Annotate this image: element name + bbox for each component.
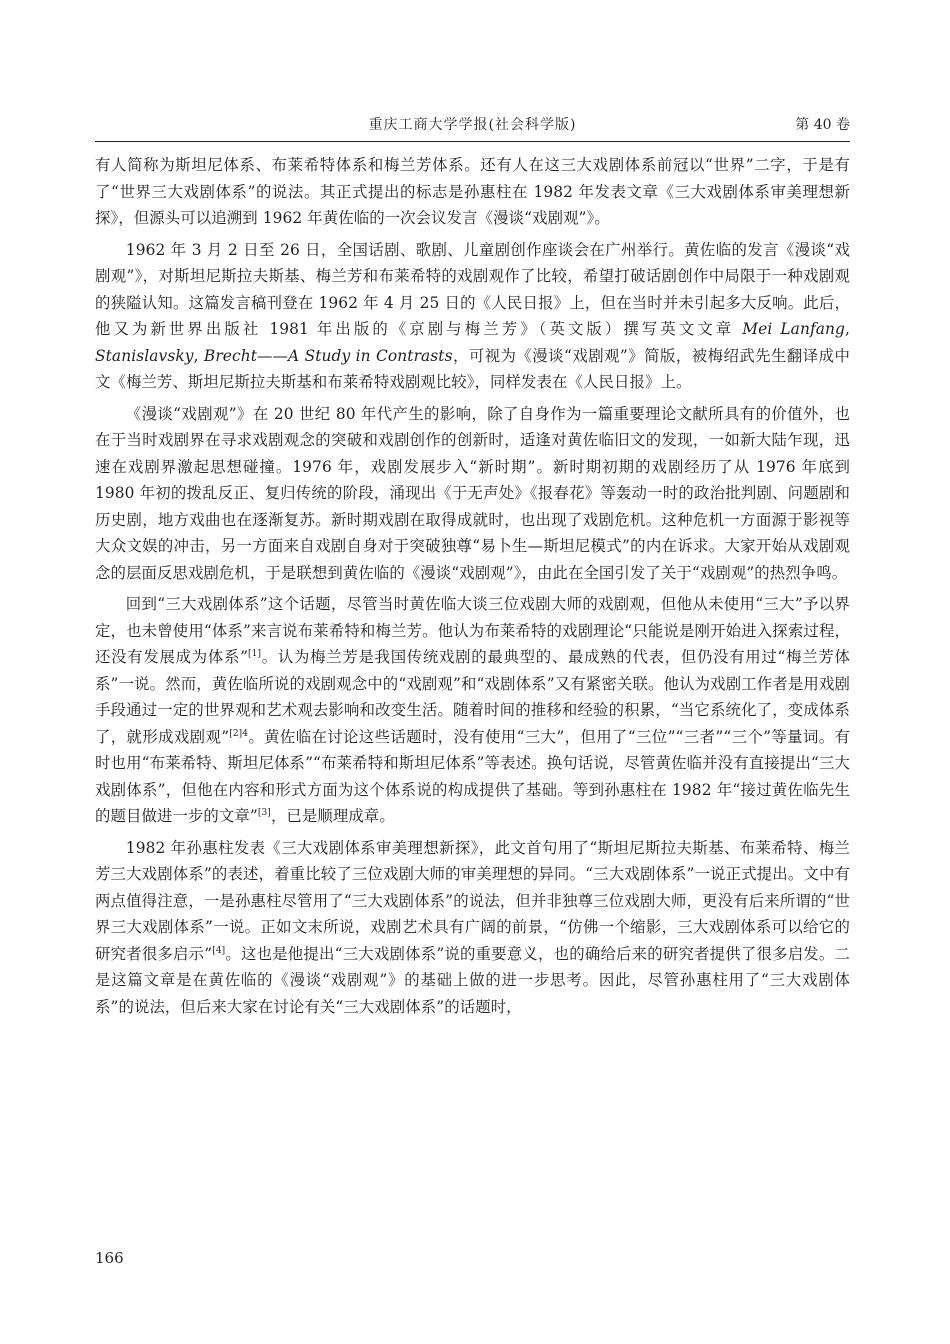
paragraph-p4 <box>95 591 850 830</box>
journal-title: 重庆工商大学学报(社会科学版) <box>368 117 577 133</box>
paragraph-p5 <box>95 835 850 1021</box>
text-run: 。这也是他提出“三大戏剧体系”说的重要意义，也的确给后来的研究者提供了很多启发。二是这篇文章是在黄佐临的《漫谈“戏剧观”》的基础上做的进一步思考。因此，尽管孙惠柱用了“三大戏剧体系”的说法，但后来大家在讨论有关“三大戏剧体系”的话题时， <box>95 944 850 1016</box>
text-run: 。认为梅兰芳是我国传统戏剧的最典型的、最成熟的代表，但仍没有用过“梅兰芳体系”一说。然而，黄佐临所说的戏剧观念中的“戏剧观”和“戏剧体系”又有紧密关联。他认为戏剧工作者是用戏剧手段通过一定的世界观和艺术观去影响和改变生活。随着时间的推移和经验的积累，“当它系统化了，变成体系了，就形成戏剧观” <box>95 648 850 746</box>
running-header <box>95 116 850 140</box>
text-run: 回到“三大戏剧体系”这个话题，尽管当时黄佐临大谈三位戏剧大师的戏剧观，但他从未使用“三大”予以界定，也未曾使用“体系”来言说布莱希特和梅兰芳。他认为布莱希特的戏剧理论“只能说是刚开始进入探索过程，还没有发展成为体系” <box>95 595 850 666</box>
page-number: 166 <box>95 1249 124 1267</box>
citation-ref: [2]4 <box>229 728 249 739</box>
citation-ref: [4] <box>212 945 226 956</box>
text-run: ，可视为《漫谈“戏剧观”》简版，被梅绍武先生翻译成中文《梅兰芳、斯坦尼斯拉夫斯基和布莱希特戏剧观比较》，同样发表在《人民日报》上。 <box>95 346 850 391</box>
article-body <box>95 152 850 1020</box>
english-title: Stanislavsky <box>95 346 194 365</box>
text-run: 1982 年孙惠柱发表《三大戏剧体系审美理想新探》，此文首句用了“斯坦尼斯拉夫斯基、布莱希特、梅兰芳三大戏剧体系”的表述，着重比较了三位戏剧大师的审美理想的异同。“三大戏剧体系”一说正式提出。文中有两点值得注意，一是孙惠柱尽管用了“三大戏剧体系”的说法，但并非独尊三位戏剧大师，更没有后来所谓的“世界三大戏剧体系”一说。正如文末所说，戏剧艺术具有广阔的前景，“仿佛一个缩影，三大戏剧体系可以给它的研究者很多启示” <box>95 838 850 963</box>
text-run: 。黄佐临在讨论这些话题时，没有使用“三大”，但用了“三位”“三者”“三个”等量词。有时也用“布莱希特、斯坦尼体系”“布莱希特和斯坦尼体系”等表述。换句话说，尽管黄佐临并没有直接提出“三大戏剧体系”，但他在内容和形式方面为这个体系说的构成提供了基础。等到孙惠柱在 1982 年“接过黄佐临先生的题目做进一步的文章” <box>95 727 850 825</box>
header-rule <box>95 141 850 142</box>
paragraph-p2 <box>95 237 850 396</box>
citation-ref: [1] <box>248 648 262 659</box>
paragraph-p3 <box>95 401 850 587</box>
text-run: 《漫谈“戏剧观”》在 20 世纪 80 年代产生的影响，除了自身作为一篇重要理论文献所具有的价值外，也在于当时戏剧界在寻求戏剧观念的突破和戏剧创作的创新时，适逢对黄佐临旧文的发现，一如新大陆乍现，迅速在戏剧界激起思想碰撞。1976 年，戏剧发展步入“新时期”。新时期初期的戏剧经历了从 1976 年底到 1980 年初的拨乱反正、复归传统的阶段，涌现出《于无声处》《报春花》等轰动一时的政治批判剧、问题剧和历史剧，地方戏曲也在逐渐复苏。新时期戏剧在取得成就时，也出现了戏剧危机。这种危机一方面源于影视等大众文娱的冲击，另一方面来自戏剧自身对于突破独尊“易卜生—斯坦尼模式”的内在诉求。大家开始从戏剧观念的层面反思戏剧危机，于是联想到黄佐临的《漫谈“戏剧观”》，由此在全国引发了关于“戏剧观”的热烈争鸣。 <box>95 404 850 582</box>
english-title: Brecht——A Study in Contrasts <box>203 346 453 365</box>
english-title: Mei Lanfang <box>742 320 845 338</box>
text-run: ，已是顺理成章。 <box>270 807 395 825</box>
text-run: 1962 年 3 月 2 日至 26 日，全国话剧、歌剧、儿童剧创作座谈会在广州举行。黄佐临的发言《漫谈“戏剧观”》，对斯坦尼斯拉夫斯基、梅兰芳和布莱希特的戏剧观作了比较，希望打破话剧创作中局限于一种戏剧观的狭隘认知。这篇发言稿刊登在 1962 年 4 月 25 日的《人民日报》上，但在当时并未引起多大反响。此后，他又为新世界出版社 1981 年出版的《京剧与梅兰芳》（英文版）撰写英文文章 <box>95 240 850 338</box>
volume-label: 第 40 卷 <box>795 117 850 133</box>
paragraph-p1 <box>95 152 850 232</box>
text-run: , <box>845 320 850 338</box>
text-run: 有人简称为斯坦尼体系、布莱希特体系和梅兰芳体系。还有人在这三大戏剧体系前冠以“世界”二字，于是有了“世界三大戏剧体系”的说法。其正式提出的标志是孙惠柱在 1982 年发表文章《三大戏剧体系审美理想新探》，但源头可以追溯到 1962 年黄佐临的一次会议发言《漫谈“戏剧观”》。 <box>95 156 850 227</box>
text-run: , <box>193 346 204 365</box>
citation-ref: [3] <box>257 807 271 818</box>
